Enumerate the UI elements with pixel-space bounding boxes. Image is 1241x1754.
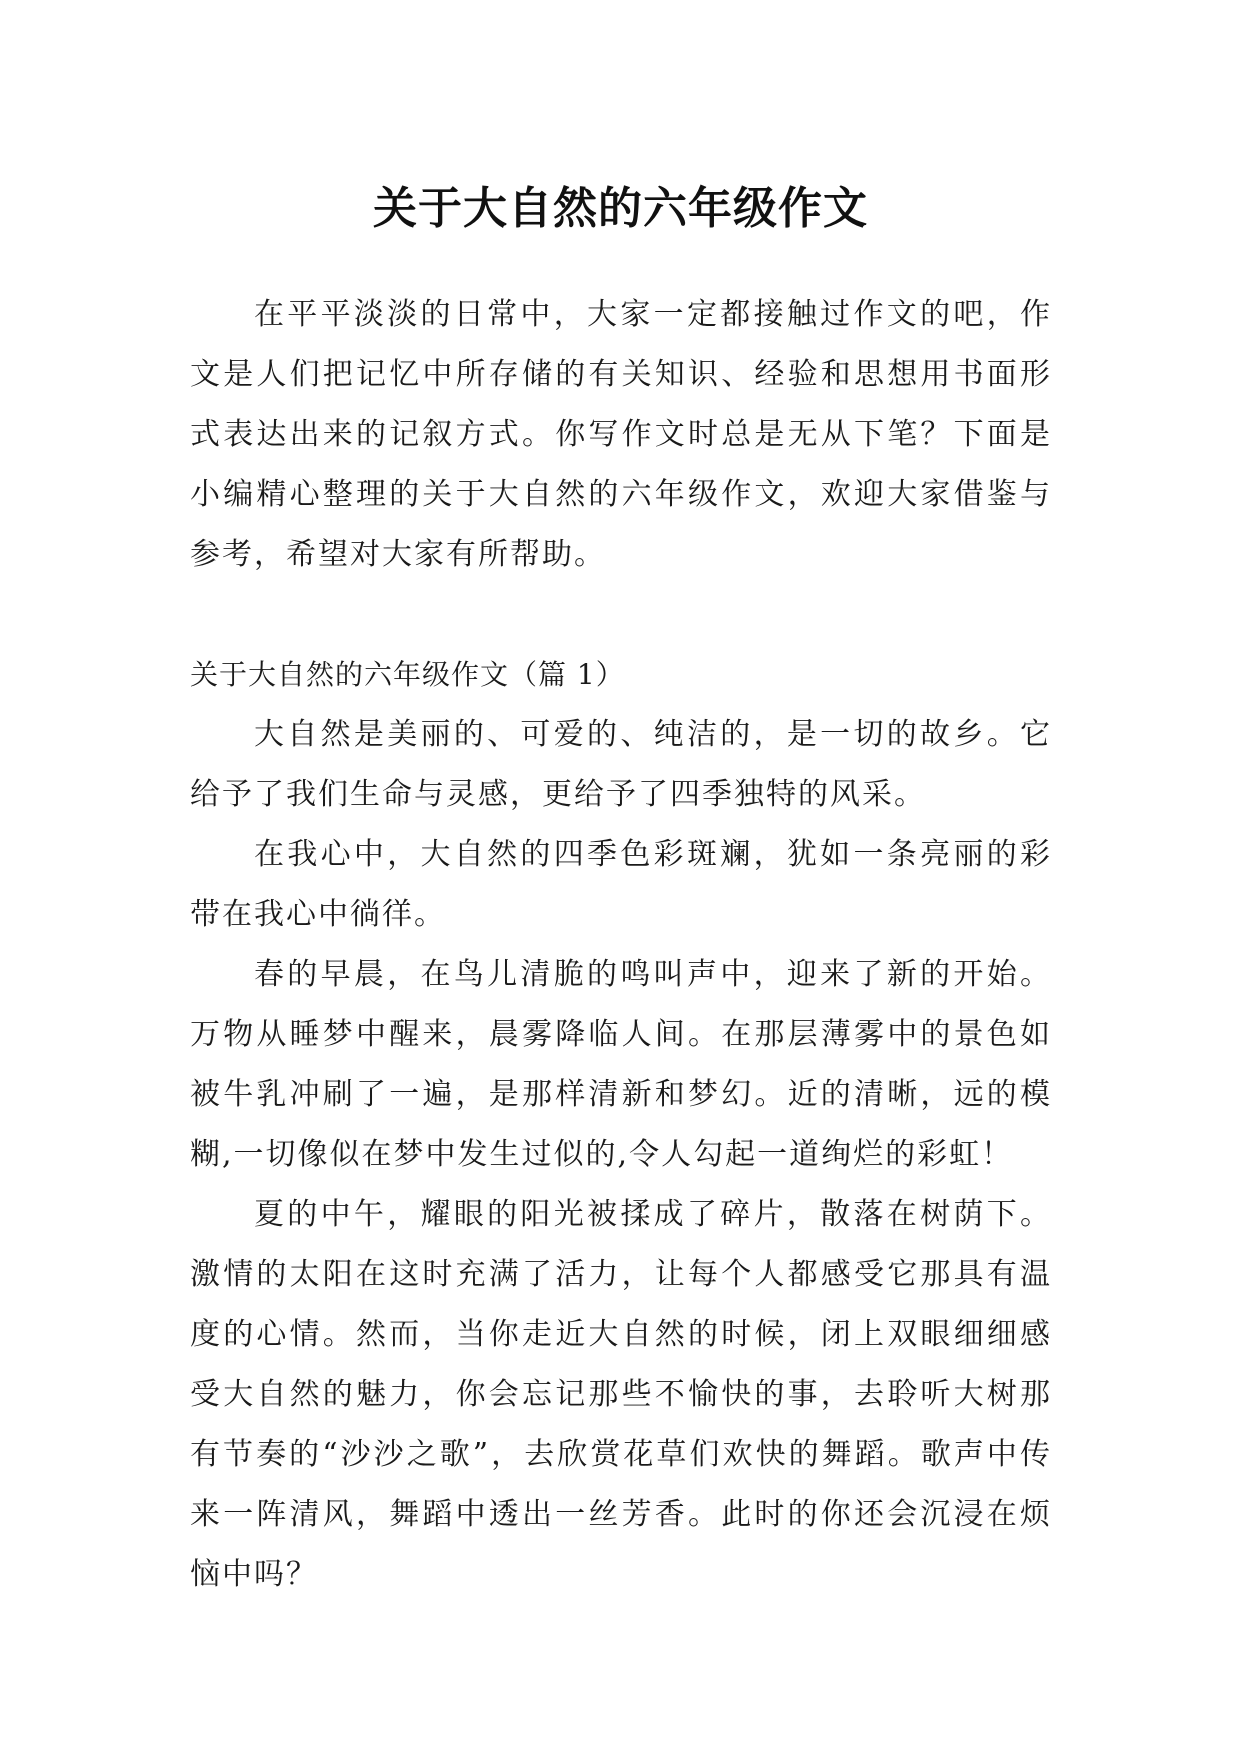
body-paragraph: 在我心中，大自然的四季色彩斑斓，犹如一条亮丽的彩带在我心中徜徉。	[190, 837, 1052, 932]
document-body	[190, 285, 1052, 1605]
document-title: 关于大自然的六年级作文	[373, 183, 868, 235]
body-paragraph: 夏的中午，耀眼的阳光被揉成了碎片，散落在树荫下。激情的太阳在这时充满了活力，让每个人都感受它那具有温度的心情。然而，当你走近大自然的时候，闭上双眼细细感受大自然的魅力，你会忘记那些不愉快的事，去聆听大树那有节奏的“沙沙之歌”，去欣赏花草们欢快的舞蹈。歌声中传来一阵清风，舞蹈中透出一丝芳香。此时的你还会沉浸在烦恼中吗？	[190, 1197, 1052, 1592]
section-heading: 关于大自然的六年级作文（篇 1）	[190, 658, 625, 691]
intro-paragraph: 在平平淡淡的日常中，大家一定都接触过作文的吧，作文是人们把记忆中所存储的有关知识、经验和思想用书面形式表达出来的记叙方式。你写作文时总是无从下笔？下面是小编精心整理的关于大自然的六年级作文，欢迎大家借鉴与参考，希望对大家有所帮助。	[190, 297, 1052, 572]
body-paragraph: 春的早晨，在鸟儿清脆的鸣叫声中，迎来了新的开始。万物从睡梦中醒来，晨雾降临人间。在那层薄雾中的景色如被牛乳冲刷了一遍，是那样清新和梦幻。近的清晰，远的模糊,一切像似在梦中发生过似的,令人勾起一道绚烂的彩虹！	[190, 957, 1052, 1172]
body-paragraph: 大自然是美丽的、可爱的、纯洁的，是一切的故乡。它给予了我们生命与灵感，更给予了四季独特的风采。	[190, 717, 1052, 812]
